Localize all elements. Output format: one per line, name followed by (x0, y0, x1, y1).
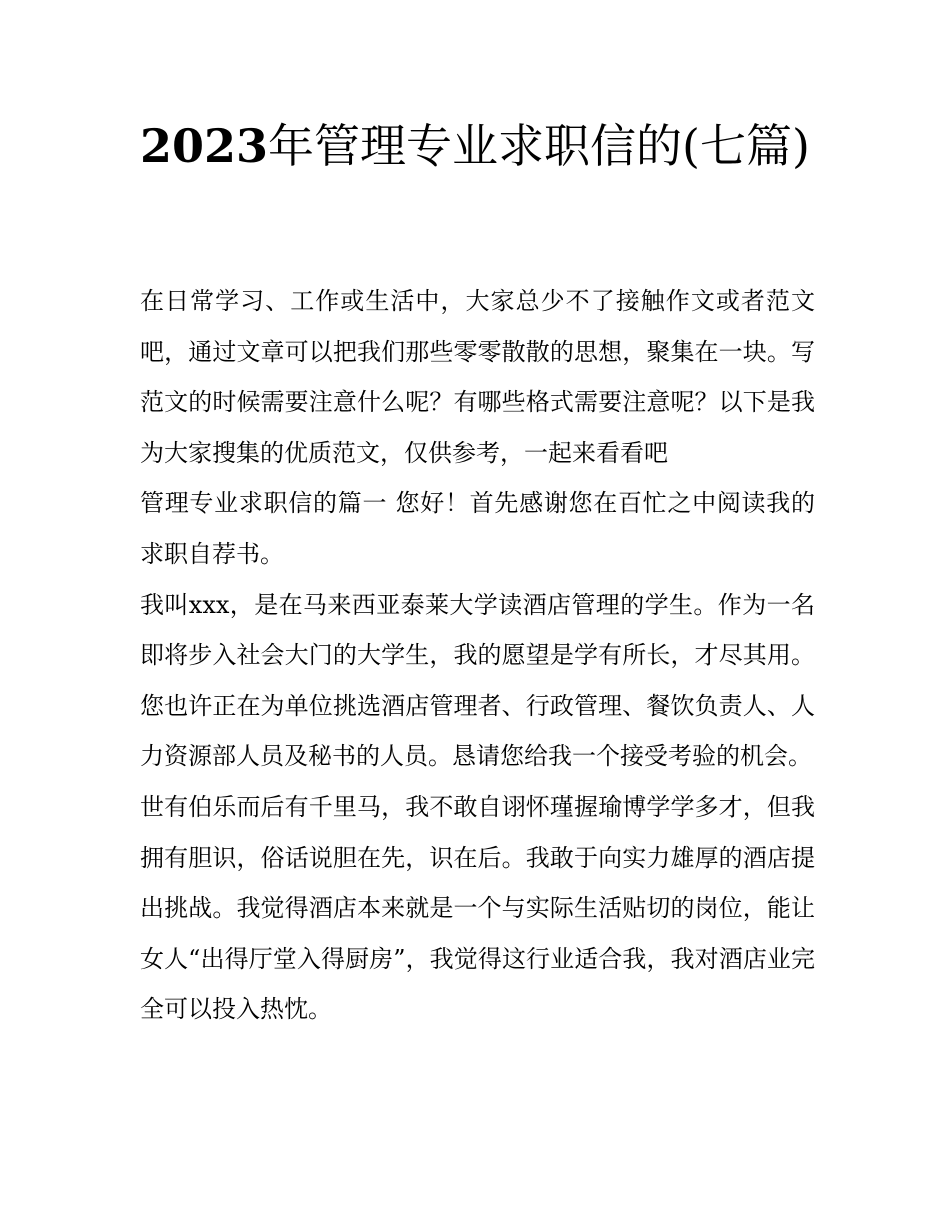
title-year: 2023 (140, 119, 269, 173)
paragraph-self-intro: 我叫xxx，是在马来西亚泰莱大学读酒店管理的学生。作为一名即将步入社会大门的大学生，我的愿望是学有所长，才尽其用。您也许正在为单位挑选酒店管理者、行政管理、餐饮负责人、人力资源部人员及秘书的人员。恳请您给我一个接受考验的机会。 (140, 590, 815, 771)
paragraph-motivation: 世有伯乐而后有千里马，我不敢自诩怀瑾握瑜博学学多才，但我拥有胆识，俗话说胆在先，识在后。我敢于向实力雄厚的酒店提出挑战。我觉得酒店本来就是一个与实际生活贴切的岗位，能让女人“出得厅堂入得厨房”，我觉得这行业适合我，我对酒店业完全可以投入热忱。 (140, 792, 815, 1024)
document-title (140, 112, 820, 180)
paragraph-intro: 在日常学习、工作或生活中，大家总少不了接触作文或者范文吧，通过文章可以把我们那些零零散散的思想，聚集在一块。写范文的时候需要注意什么呢？有哪些格式需要注意呢？以下是我为大家搜集的优质范文，仅供参考，一起来看看吧 (140, 287, 815, 467)
paragraph-letter-opening: 管理专业求职信的篇一 您好！首先感谢您在百忙之中阅读我的求职自荐书。 (140, 489, 815, 568)
title-text: 年管理专业求职信的(七篇) (268, 119, 810, 173)
document-body (140, 276, 815, 1035)
